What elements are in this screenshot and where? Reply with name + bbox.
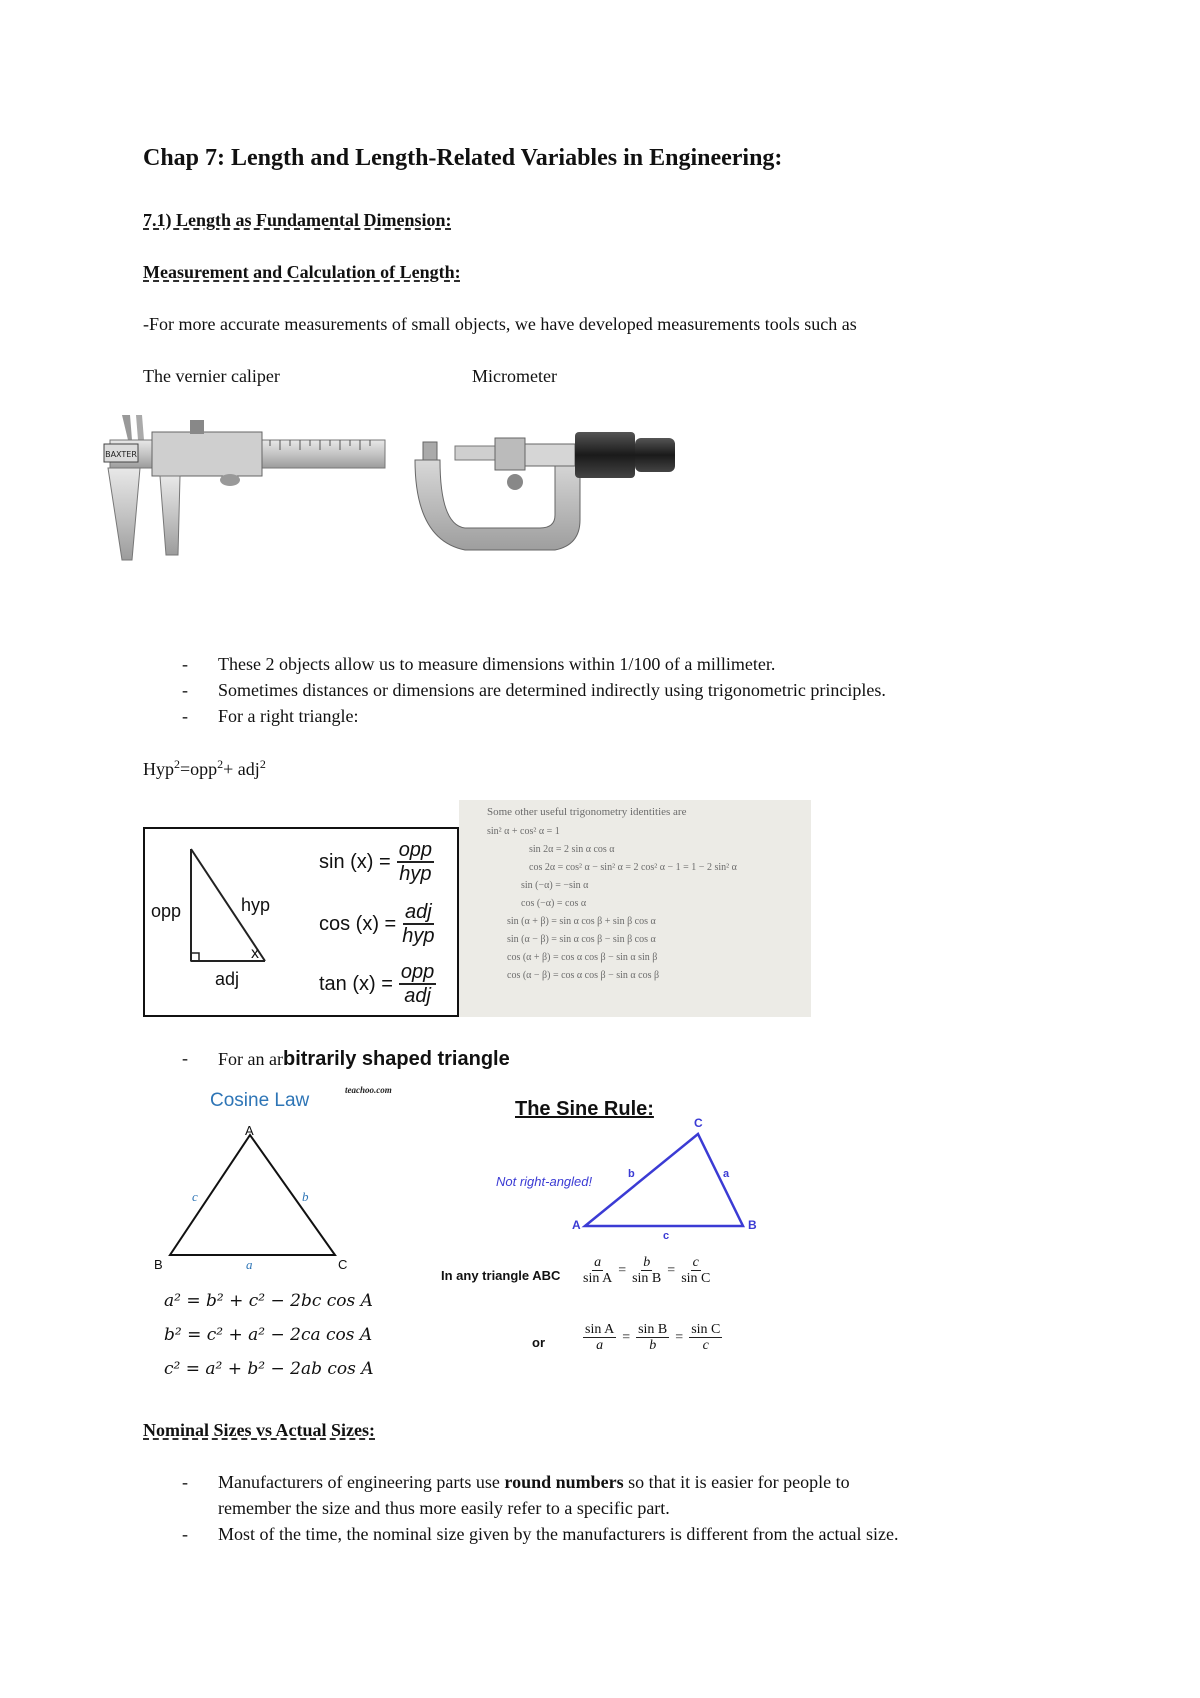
list-item: - For an arbitrarily shaped triangle xyxy=(182,1048,510,1070)
cosine-law-figure: Cosine Law teachoo.com A B C c b a a² = b² + c² − 2bc cos A b² = c² + a² − 2ca cos A c² = a² + b² − 2ab cos A xyxy=(154,1085,392,1379)
any-triangle-label: In any triangle ABC xyxy=(441,1268,561,1283)
side-opp-label: opp xyxy=(151,901,182,921)
right-triangle-box xyxy=(143,827,459,1017)
sine-rule-eq-2: $\frac{\text{sin A}}{a}$ = $\frac{\text{sin B}}{b}$ = $\frac{\text{sin C}}{c}$ xyxy=(585,1322,721,1354)
intro-paragraph: -For more accurate measurements of small objects, we have developed measurements tools such as xyxy=(143,314,857,334)
cosine-eq-2: b² = c² + a² − 2ca cos A xyxy=(164,1325,373,1345)
section-heading: 7.1) Length as Fundamental Dimension: xyxy=(143,210,452,230)
list-item: - Most of the time, the nominal size given by the manufacturers is different from the actual size. xyxy=(182,1524,899,1544)
micrometer-label: Micrometer xyxy=(472,366,557,386)
tan-formula: tan (x) = $\frac{\text{opp}}{\text{adj}}$ xyxy=(319,961,435,1007)
sine-rule-eq-1: $\frac{a}{\text{sin A}}$ = $\frac{b}{\text{sin B}}$ = $\frac{c}{\text{sin C}}$ xyxy=(583,1255,711,1287)
angle-x-label: x xyxy=(251,945,259,962)
side-hyp-label: hyp xyxy=(241,895,271,915)
svg-text:BAXTER: BAXTER xyxy=(105,450,137,459)
vernier-label: The vernier caliper xyxy=(143,366,280,386)
micrometer-image xyxy=(405,420,695,570)
list-item: - Sometimes distances or dimensions are determined indirectly using trigonometric principles. xyxy=(182,680,886,700)
sine-rule-title: The Sine Rule: xyxy=(515,1098,654,1120)
side-adj-label: adj xyxy=(215,969,240,989)
list-item: - Manufacturers of engineering parts use round numbers so that it is easier for people to xyxy=(182,1472,850,1492)
subheading-nominal: Nominal Sizes vs Actual Sizes: xyxy=(143,1420,375,1440)
sin-formula: sin (x) = $\frac{\text{opp}}{\text{hyp}}$ xyxy=(319,839,433,885)
list-item-continuation: remember the size and thus more easily refer to a specific part. xyxy=(218,1498,670,1518)
cos-formula: cos (x) = $\frac{\text{adj}}{\text{hyp}}$ xyxy=(319,901,435,947)
list-item: - For a right triangle: xyxy=(182,706,359,726)
cosine-law-title: Cosine Law xyxy=(210,1090,310,1111)
list-item: - These 2 objects allow us to measure dimensions within 1/100 of a millimeter. xyxy=(182,654,776,674)
page-title: Chap 7: Length and Length-Related Variables in Engineering: xyxy=(143,145,783,171)
subheading-measurement: Measurement and Calculation of Length: xyxy=(143,262,461,282)
watermark: teachoo.com xyxy=(345,1085,392,1095)
cosine-eq-1: a² = b² + c² − 2bc cos A xyxy=(164,1291,373,1311)
trig-identities-image: Some other useful trigonometry identities are sin² α + cos² α = 1 sin 2α = 2 sin α cos α cos 2α = cos² α − sin² α = 2 cos² α − 1 = 1 − 2 sin² α sin (−α) = −sin α cos (−α) = cos α sin (α + β) = sin α cos β + sin β cos α sin (α − β) = sin α cos β − sin β cos α cos (α + β) = cos α cos β − sin α sin β cos (α − β) = cos α cos β − sin α cos β xyxy=(459,800,811,1017)
cosine-eq-3: c² = a² + b² − 2ab cos A xyxy=(164,1359,374,1379)
pythagoras-formula: Hyp$^2$=opp$^2$+ adj$^2$ xyxy=(143,757,266,779)
not-right-angled-note: Not right-angled! xyxy=(496,1174,593,1189)
or-label: or xyxy=(532,1335,545,1350)
vernier-caliper-image xyxy=(100,410,390,575)
sine-rule-figure: The Sine Rule: C A B b a c Not right-angled! In any triangle ABC $\frac{a}{\text{sin A}}$ = $\frac{b}{\text{sin B}}$ = $\frac{c}{\text{sin C}}$ or $\frac{\text{sin A}}{a}$ = $\frac{\text{sin B}}{b}$ = $\frac{\text{sin C}}{c}$ xyxy=(441,1098,757,1354)
